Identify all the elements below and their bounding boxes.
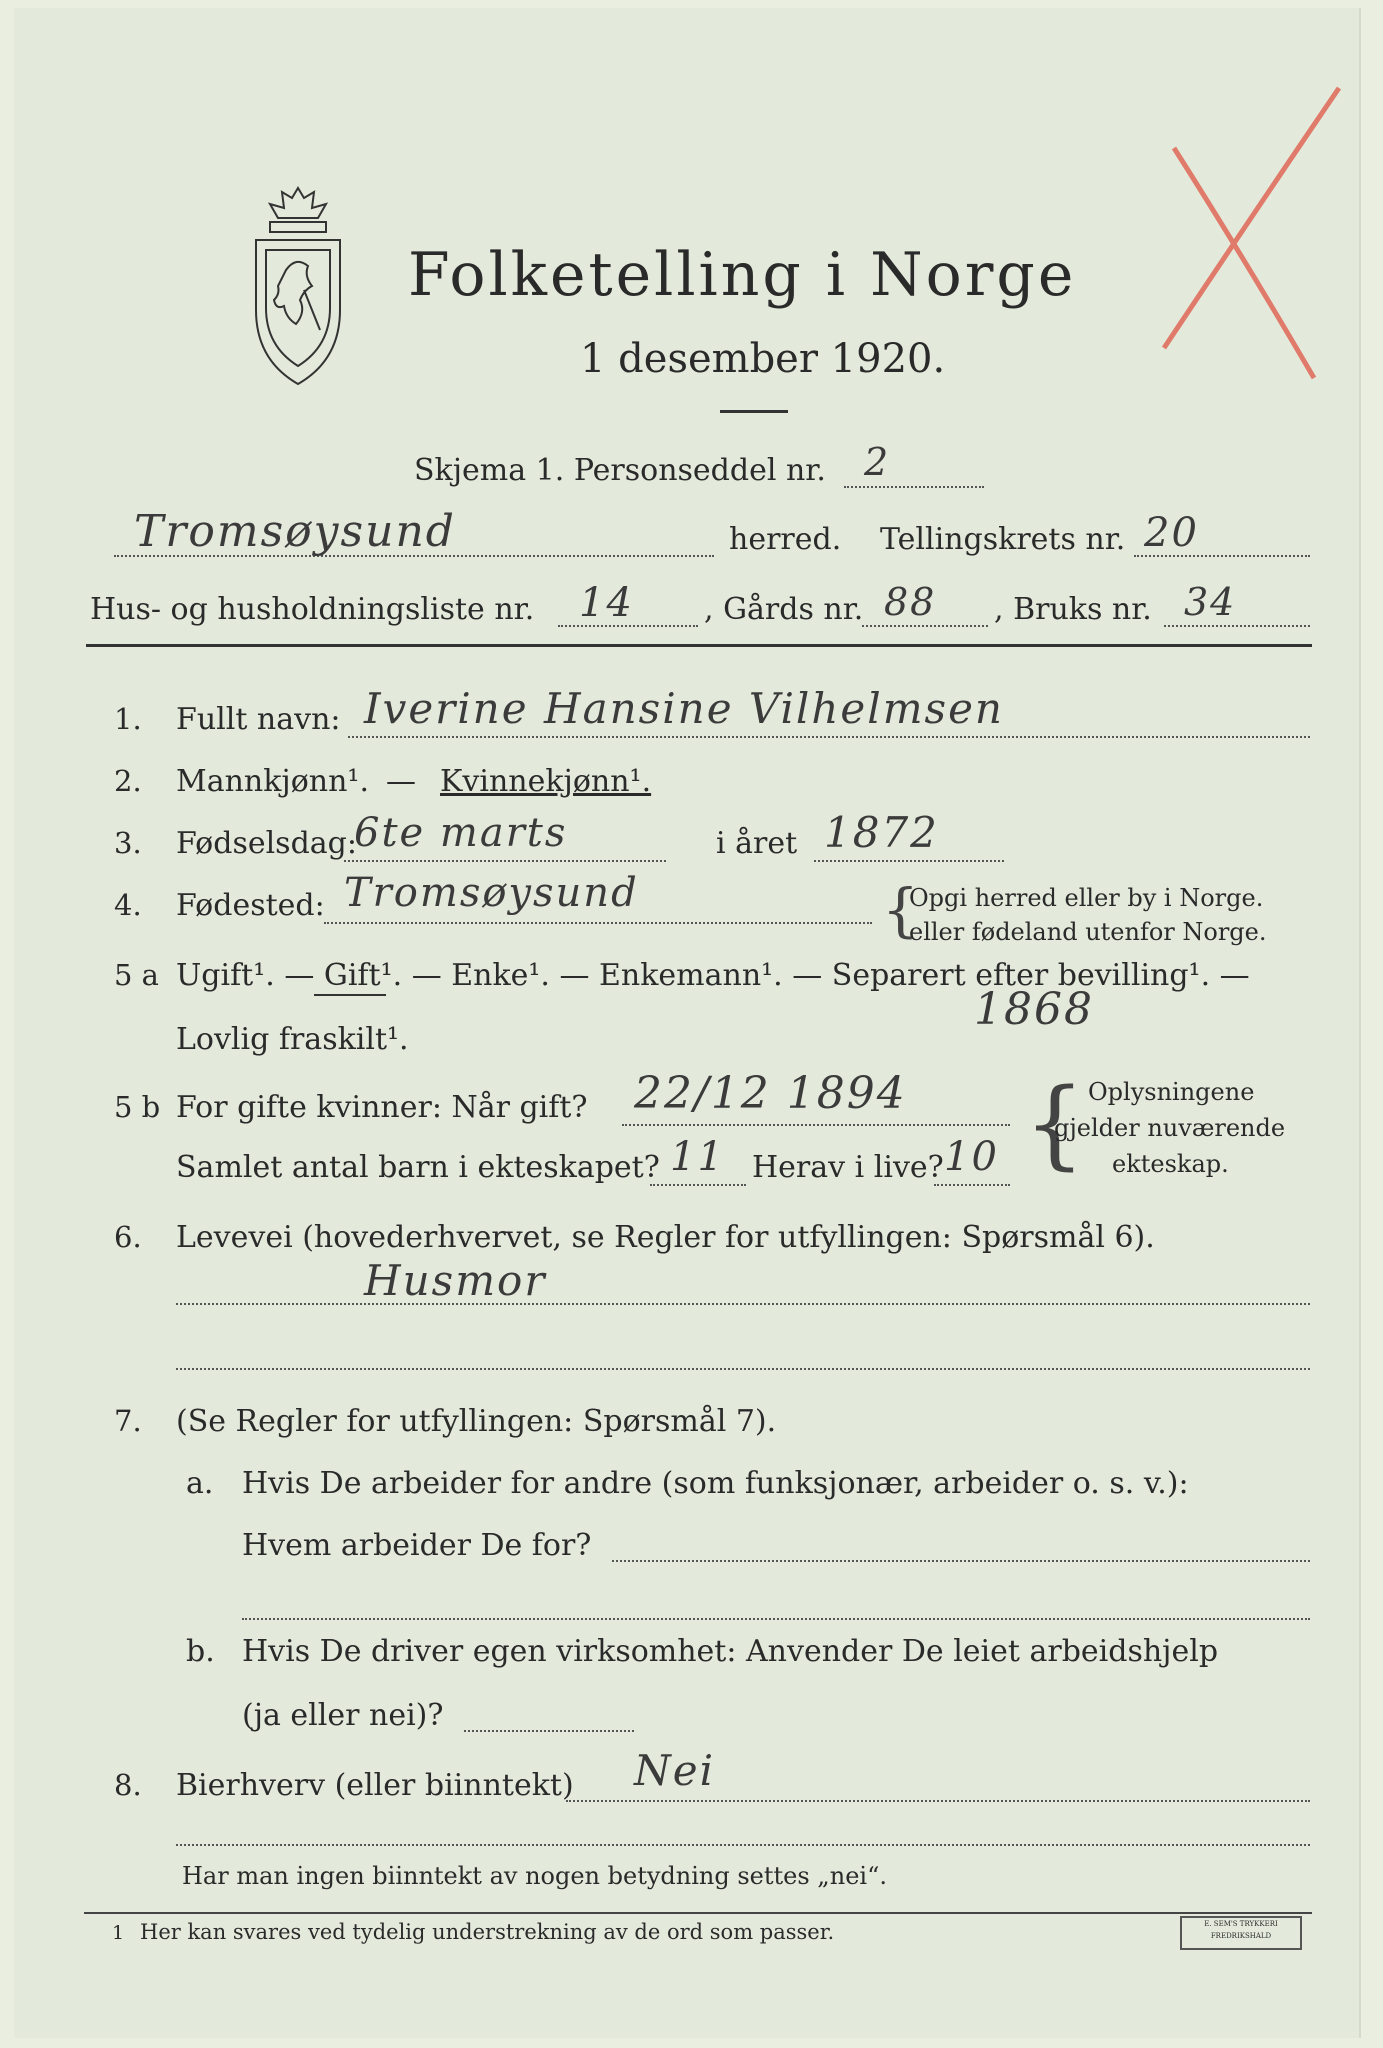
q6-number: 6. bbox=[114, 1220, 142, 1254]
q7b-letter: b. bbox=[186, 1634, 215, 1669]
q3-dots bbox=[344, 860, 666, 862]
skjema-dots bbox=[844, 486, 984, 488]
census-form-page bbox=[14, 8, 1361, 2038]
q7b-dots bbox=[464, 1730, 634, 1732]
coat-of-arms-icon bbox=[242, 180, 354, 390]
hus-label: Hus- og husholdningsliste nr. bbox=[90, 592, 535, 627]
q5b-alive-value: 10 bbox=[944, 1134, 999, 1180]
gards-label: , Gårds nr. bbox=[704, 592, 864, 627]
q3-year-value: 1872 bbox=[824, 808, 939, 857]
footnote-text: Her kan svares ved tydelig understrekning av de ord som passer. bbox=[140, 1920, 835, 1944]
q4-note-1: Opgi herred eller by i Norge. bbox=[909, 884, 1264, 912]
title-divider bbox=[720, 410, 788, 413]
q5b-children-label: Samlet antal barn i ekteskapet? bbox=[176, 1150, 660, 1185]
q3-label: Fødselsdag: bbox=[176, 826, 357, 861]
header-rule bbox=[86, 644, 1312, 647]
q5b-children-dots bbox=[650, 1184, 746, 1186]
herred-label: herred. bbox=[729, 522, 842, 557]
q5b-alive-label: Herav i live? bbox=[752, 1150, 944, 1185]
q6-dots-1 bbox=[176, 1303, 1310, 1305]
q6-occupation-value: Husmor bbox=[364, 1256, 547, 1305]
q7b-text-2: (ja eller nei)? bbox=[242, 1698, 444, 1733]
q5b-alive-dots bbox=[934, 1184, 1010, 1186]
q3-year-label: i året bbox=[716, 826, 798, 861]
q6-label: Levevei (hovederhvervet, se Regler for utfyllingen: Spørsmål 6). bbox=[176, 1220, 1155, 1255]
q4-dots bbox=[324, 922, 872, 924]
footnote-mark: 1 bbox=[112, 1922, 125, 1944]
q5b-brace: { bbox=[1024, 1068, 1086, 1180]
tellingskrets-label: Tellingskrets nr. bbox=[880, 522, 1126, 557]
q3-number: 3. bbox=[114, 826, 142, 860]
q2-female: Kvinnekjønn¹. bbox=[440, 764, 652, 799]
form-title: Folketelling i Norge bbox=[408, 240, 1077, 310]
q5b-date-value: 22/12 1894 bbox=[634, 1068, 907, 1119]
q5a-options-2: Lovlig fraskilt¹. bbox=[176, 1022, 409, 1057]
q8-dots bbox=[566, 1800, 1310, 1802]
q3-date-value: 6te marts bbox=[354, 810, 568, 856]
herred-value: Tromsøysund bbox=[134, 506, 456, 557]
q6-dots-2 bbox=[176, 1368, 1310, 1370]
q2-separator: — bbox=[386, 764, 416, 799]
q5a-number: 5 a bbox=[114, 958, 159, 992]
red-cross-mark bbox=[1114, 78, 1354, 408]
q5b-label: For gifte kvinner: Når gift? bbox=[176, 1090, 588, 1125]
q7a-dots-1 bbox=[612, 1560, 1310, 1562]
q8-number: 8. bbox=[114, 1768, 142, 1802]
tellingskrets-value: 20 bbox=[1144, 510, 1199, 556]
q5b-note-3: ekteskap. bbox=[1112, 1150, 1229, 1178]
q5a-hand-note: 1868 bbox=[974, 984, 1094, 1035]
footer-rule bbox=[84, 1912, 1312, 1914]
q4-brace: { bbox=[882, 876, 919, 944]
skjema-label: Skjema 1. Personseddel nr. bbox=[414, 453, 826, 488]
q2-male: Mannkjønn¹. bbox=[176, 764, 369, 799]
q7a-dots-2 bbox=[242, 1618, 1310, 1620]
q5b-note-1: Oplysningene bbox=[1088, 1078, 1255, 1106]
bruks-label: , Bruks nr. bbox=[994, 592, 1152, 627]
q5b-children-value: 11 bbox=[670, 1134, 725, 1180]
q5a-gift-underline bbox=[314, 994, 386, 996]
q1-number: 1. bbox=[114, 702, 142, 736]
q1-dots bbox=[348, 736, 1310, 738]
q7-number: 7. bbox=[114, 1404, 142, 1438]
q7a-text: Hvis De arbeider for andre (som funksjonær, arbeider o. s. v.): bbox=[242, 1466, 1189, 1501]
q4-label: Fødested: bbox=[176, 888, 325, 923]
q4-note-2: eller fødeland utenfor Norge. bbox=[909, 918, 1267, 946]
q5b-number: 5 b bbox=[114, 1090, 161, 1124]
q3-year-dots bbox=[814, 860, 1004, 862]
q1-name-value: Iverine Hansine Vilhelmsen bbox=[364, 684, 1004, 733]
q8-value: Nei bbox=[634, 1746, 716, 1795]
hus-value: 14 bbox=[579, 580, 634, 626]
bruks-dots bbox=[1164, 625, 1310, 627]
q7a-letter: a. bbox=[186, 1466, 214, 1501]
form-date: 1 desember 1920. bbox=[580, 336, 946, 382]
q8-label: Bierhverv (eller biinntekt) bbox=[176, 1768, 574, 1803]
bruks-value: 34 bbox=[1184, 580, 1237, 624]
q5b-dots bbox=[622, 1124, 1010, 1126]
q2-number: 2. bbox=[114, 764, 142, 798]
q5a-options: Ugift¹. — Gift¹. — Enke¹. — Enkemann¹. — Separert efter bevilling¹. — bbox=[176, 958, 1250, 993]
q7b-text: Hvis De driver egen virksomhet: Anvender De leiet arbeidshjelp bbox=[242, 1634, 1219, 1669]
q7-label: (Se Regler for utfyllingen: Spørsmål 7). bbox=[176, 1404, 777, 1439]
printer-stamp: E. SEM'S TRYKKERI FREDRIKSHALD bbox=[1180, 1916, 1302, 1950]
q4-number: 4. bbox=[114, 888, 142, 922]
bottom-dots bbox=[176, 1844, 1310, 1846]
q5b-note-2: gjelder nuværende bbox=[1054, 1114, 1286, 1142]
q4-place-value: Tromsøysund bbox=[344, 870, 639, 916]
skjema-nr-value: 2 bbox=[864, 440, 891, 484]
gards-dots bbox=[862, 625, 988, 627]
q7a-text-2: Hvem arbeider De for? bbox=[242, 1528, 592, 1563]
gards-value: 88 bbox=[884, 580, 937, 624]
biinntekt-note: Har man ingen biinntekt av nogen betydning settes „nei“. bbox=[182, 1862, 887, 1890]
q1-label: Fullt navn: bbox=[176, 702, 341, 737]
